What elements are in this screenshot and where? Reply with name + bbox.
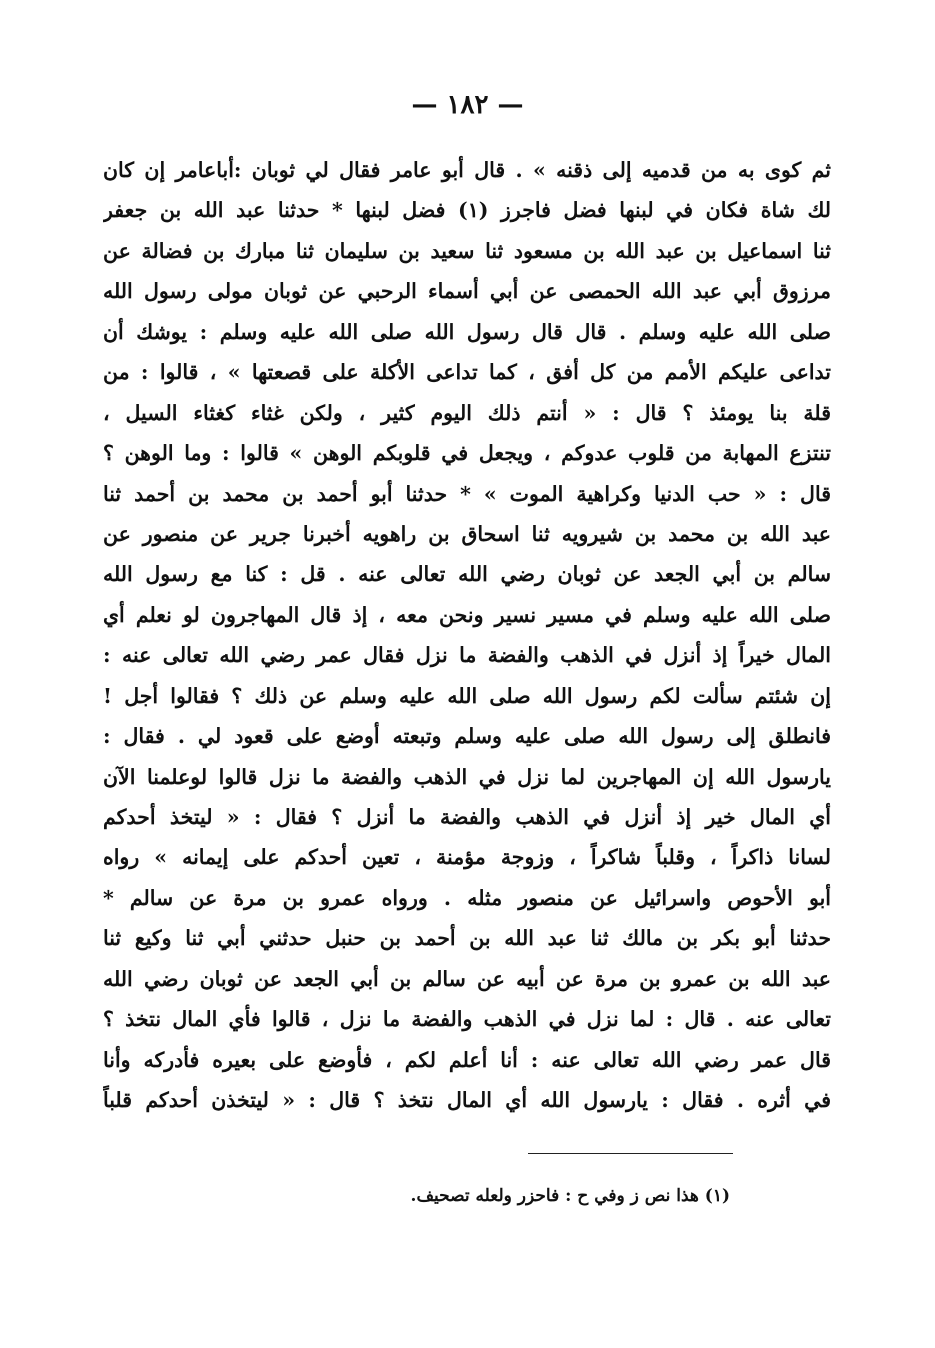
text-line: صلى الله عليه وسلم في مسير نسير ونحن معه ، إذ قال المهاجرون لو نعلم أي — [103, 602, 831, 627]
text-line: حدثنا أبو بكر بن مالك ثنا عبد الله بن أحمد بن حنبل حدثني أبي ثنا وكيع ثنا — [103, 926, 831, 951]
text-line: ثنا اسماعيل بن عبد الله بن مسعود ثنا سعيد بن سليمان ثنا مبارك بن فضالة عن — [103, 238, 831, 263]
footnote: (١) هذا نص ز وفي ح : فاحزر ولعله تصحيف. — [410, 1186, 730, 1206]
text-line: أبو الأحوص واسرائيل عن منصور مثله . ورواه عمرو بن مرة عن سالم * — [103, 885, 831, 910]
text-line: سالم بن أبي الجعد عن ثوبان رضي الله تعالى عنه . قل : كنا مع رسول الله — [103, 562, 831, 587]
text-line: في أثره . فقال : يارسول الله أي المال نتخذ ؟ قال : « ليتخذن أحدكم قلباً — [103, 1088, 831, 1113]
footnote-divider — [528, 1153, 733, 1154]
text-line: فانطلق إلى رسول الله صلى عليه وسلم وتبعته أوضع على قعود لي . فقال : — [103, 724, 831, 749]
text-line: ثم كوى به من قدميه إلى ذقنه » . قال أبو عامر فقال لي ثوبان :أباعامر إن كان — [103, 158, 831, 182]
text-line: لك شاة فكان في لبنها فضل فاجرز (١) فضل لبنها * حدثنا عبد الله بن جعفر — [103, 198, 831, 223]
text-line: تداعى عليكم الأمم من كل أفق ، كما تداعى الأكلة على قصعتها » ، قالوا : من — [103, 360, 831, 385]
text-line: قلة بنا يومئذ ؟ قال : « أنتم ذلك اليوم كثير ، ولكن غثاء كغثاء السيل ، — [103, 400, 831, 425]
text-line: تنتزع المهابة من قلوب عدوكم ، ويجعل في قلوبكم الوهن » قالوا : وما الوهن ؟ — [103, 441, 831, 466]
text-line: مرزوق أبي عبد الله الحمصى عن أبي أسماء الرحبي عن ثوبان مولى رسول الله — [103, 279, 831, 304]
text-line: لسانا ذاكراً ، وقلباً شاكراً ، وزوجة مؤمنة ، تعين أحدكم على إيمانه » رواه — [103, 845, 831, 870]
text-line: عبد الله بن محمد بن شيرويه ثنا اسحاق بن راهويه أخبرنا جرير عن منصور عن — [103, 521, 831, 546]
text-line: عبد الله بن عمرو بن مرة عن أبيه عن سالم بن أبي الجعد عن ثوبان رضي الله — [103, 966, 831, 991]
text-line: أي المال خير إذ أنزل في الذهب والفضة ما أنزل ؟ فقال : « ليتخذ أحدكم — [103, 805, 831, 829]
text-line: قال عمر رضي الله تعالى عنه : أنا أعلم لكم ، فأوضع على بعيره فأدركه وأنا — [103, 1047, 831, 1072]
text-line: يارسول الله إن المهاجرين لما نزل في الذهب والفضة ما نزل قالوا لوعلمنا الآن — [103, 764, 831, 789]
main-text-block — [103, 150, 831, 1121]
text-line: صلى الله عليه وسلم . قال قال رسول الله صلى الله عليه وسلم : يوشك أن — [103, 319, 831, 344]
text-line: تعالى عنه . قال : لما نزل في الذهب والفضة ما نزل ، قالوا فأي المال نتخذ ؟ — [103, 1007, 831, 1032]
text-line: إن شئتم سألت لكم رسول الله صلى الله عليه وسلم عن ذلك ؟ فقالوا أجل ! — [103, 683, 831, 708]
page-number: — ١٨٢ — — [411, 90, 524, 120]
text-line: المال خيراً إذ أنزل في الذهب والفضة ما نزل فقال عمر رضي الله تعالى عنه : — [103, 643, 831, 668]
text-line: قال : « حب الدنيا وكراهية الموت » * حدثنا أبو أحمد بن محمد بن أحمد ثنا — [103, 481, 831, 506]
